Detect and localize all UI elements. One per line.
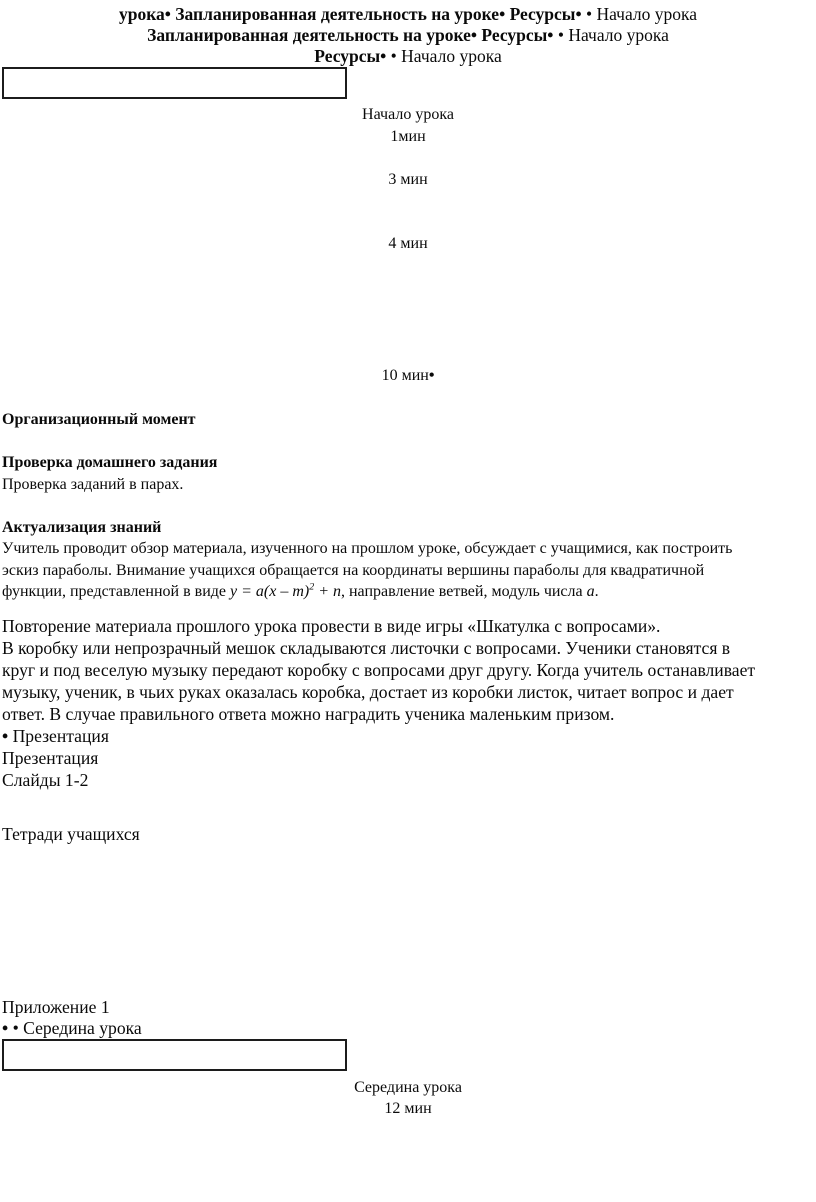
duration-1min: 1мин [390, 127, 426, 145]
repetition-line-3: музыку, ученик, в чьих руках оказалась коробка, достает из коробки листок, читает вопрос и дает [2, 681, 734, 702]
formula-end-text: . [594, 583, 599, 600]
section-title-homework: Проверка домашнего задания [2, 454, 218, 471]
resource-bullet-label: Презентация [8, 725, 109, 746]
bullet-marker-icon: • [2, 725, 9, 746]
formula-exponent: 2 [309, 581, 315, 593]
table-header-fragment [2, 4, 814, 67]
formula-variable-a: a [586, 583, 595, 600]
resource-appendix: Приложение 1 [2, 996, 110, 1017]
duration-3min: 3 мин [388, 170, 428, 188]
section-title-org-moment: Организационный момент [2, 411, 196, 428]
formula-expression: y = a(x – m) [230, 583, 310, 600]
formula-mid-text: , направление ветвей, модуль числа [340, 583, 587, 600]
resource-bulleted-item [2, 725, 814, 747]
stage-middle-bullets-rest: • Середина урока [8, 1017, 142, 1038]
actualization-line-3 [2, 581, 814, 603]
header-line-2 [2, 25, 814, 46]
header-line-1-rest: • Начало урока [581, 4, 698, 24]
repetition-line-2: круг и под веселую музыку передают коробку с вопросами друг другу. Когда учитель останавливает [2, 659, 756, 680]
header-line-3-bold: Ресурсы• [314, 46, 387, 66]
formula-expression-tail: + n [314, 583, 341, 600]
resource-notebooks: Тетради учащихся [2, 823, 140, 844]
resource-presentation: Презентация [2, 747, 99, 768]
header-line-1 [2, 4, 814, 25]
repetition-line-1: В коробку или непрозрачный мешок складываются листочки с вопросами. Ученики становятся в [2, 637, 731, 658]
resource-slides: Слайды 1-2 [2, 769, 89, 790]
formula-pre-text: функции, представленной в виде [2, 583, 231, 600]
repetition-intro-line: Повторение материала прошлого урока провести в виде игры «Шкатулка с вопросами». [2, 615, 661, 636]
header-line-3-rest: • Начало урока [386, 46, 502, 66]
header-line-3 [2, 46, 814, 67]
duration-10min [2, 365, 814, 387]
header-line-1-bold: урока• Запланированная деятельность на уроке• Ресурсы• [118, 4, 582, 24]
duration-4min: 4 мин [388, 235, 428, 252]
header-line-2-bold: Запланированная деятельность на уроке• Ресурсы• [147, 25, 554, 45]
homework-text: Проверка заданий в парах. [2, 475, 184, 493]
repetition-line-4: ответ. В случае правильного ответа можно наградить ученика маленьким призом. [2, 703, 615, 724]
stage-middle-label: Середина урока [354, 1078, 462, 1096]
stage-middle-bullets-line [2, 1018, 814, 1039]
actualization-line-1: Учитель проводит обзор материала, изученного на прошлом уроке, обсуждает с учащимися, как построить [2, 540, 733, 557]
stage-start-label: Начало урока [362, 106, 454, 123]
section-title-actualization: Актуализация знаний [2, 518, 162, 536]
empty-textbox-1 [2, 67, 347, 99]
duration-10min-text: 10 мин [381, 366, 429, 384]
header-line-2-rest: • Начало урока [553, 25, 669, 45]
bullet-marker-icon: • [428, 366, 435, 384]
actualization-line-2: эскиз параболы. Внимание учащихся обращается на координаты вершины параболы для квадратичной [2, 561, 705, 579]
duration-12min: 12 мин [384, 1100, 432, 1117]
bullet-marker-icon: • [2, 1017, 9, 1038]
empty-textbox-2 [2, 1039, 347, 1071]
